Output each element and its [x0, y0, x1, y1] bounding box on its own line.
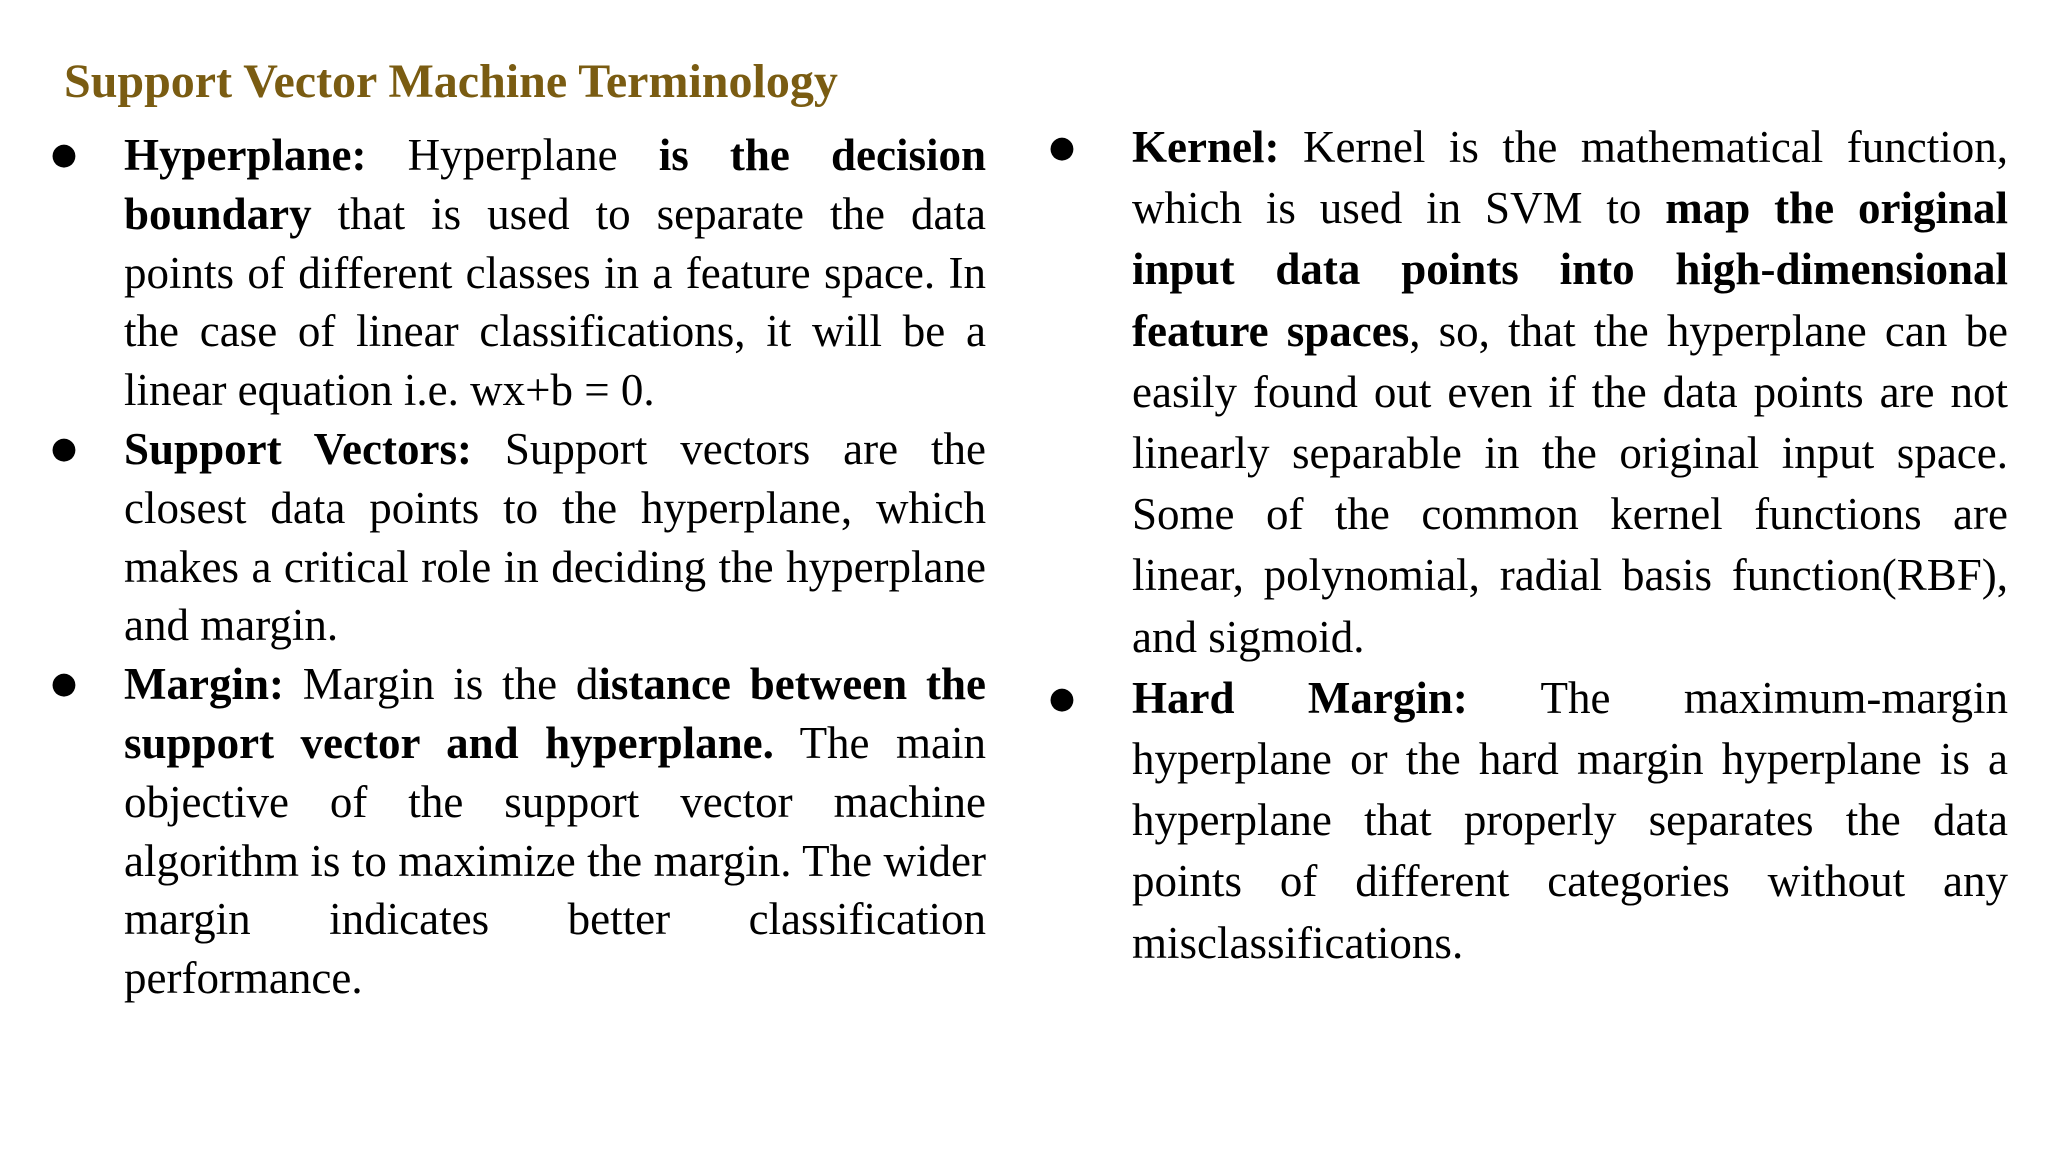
definition-text: The main objective of the support vector machine algorithm is to maximize the margin. The wider margin indicates better classification performance.	[124, 717, 986, 1004]
bullet-icon: ●	[50, 137, 78, 172]
bullet-icon: ●	[1048, 130, 1076, 165]
definition-text: Support vectors are the closest data points to the hyperplane, which makes a critical role in deciding the hyperplane and margin.	[124, 423, 986, 651]
definition-text: The maximum-margin hyperplane or the hard margin hyperplane is a hyperplane that properly separates the data points of different categories without any misclassifications.	[1132, 672, 2008, 968]
left-term-list	[50, 126, 986, 1008]
term-label: Hyperplane:	[124, 130, 367, 180]
definition-text: Margin is the d	[283, 659, 599, 710]
emphasis-text: istance between the support vector and hyperplane.	[124, 659, 986, 768]
emphasis-text: is the decision boundary	[124, 130, 986, 239]
term-kernel	[1048, 117, 2008, 668]
definition-text: , so, that the hyperplane can be easily found out even if the data points are not linearly separable in the original input space. Some of the common kernel functions are linear, polynomial, radial basis function(RBF), and sigmoid.	[1132, 305, 2008, 662]
term-label: Hard Margin:	[1132, 672, 1468, 723]
bullet-icon: ●	[1048, 680, 1076, 716]
term-label: Support Vectors:	[124, 423, 472, 474]
term-label: Margin:	[124, 659, 284, 710]
term-hard-margin	[1048, 668, 2008, 974]
definition-text: Hyperplane	[366, 130, 659, 180]
term-label: Kernel:	[1132, 122, 1280, 172]
bullet-icon: ●	[50, 430, 78, 466]
definition-text: Kernel is the mathematical function, which is used in SVM to	[1132, 122, 2008, 234]
term-margin	[50, 655, 986, 1008]
term-support-vectors	[50, 420, 986, 655]
emphasis-text: map the original input data points into high-dimensional feature spaces	[1132, 183, 2008, 356]
right-term-list	[1048, 117, 2008, 974]
bullet-icon: ●	[50, 666, 78, 702]
page-title: Support Vector Machine Terminology	[64, 55, 838, 108]
term-hyperplane	[50, 126, 986, 420]
definition-text: that is used to separate the data points of different classes in a feature space. In the case of linear classifications, it will be a linear equation i.e. wx+b = 0.	[124, 188, 986, 416]
